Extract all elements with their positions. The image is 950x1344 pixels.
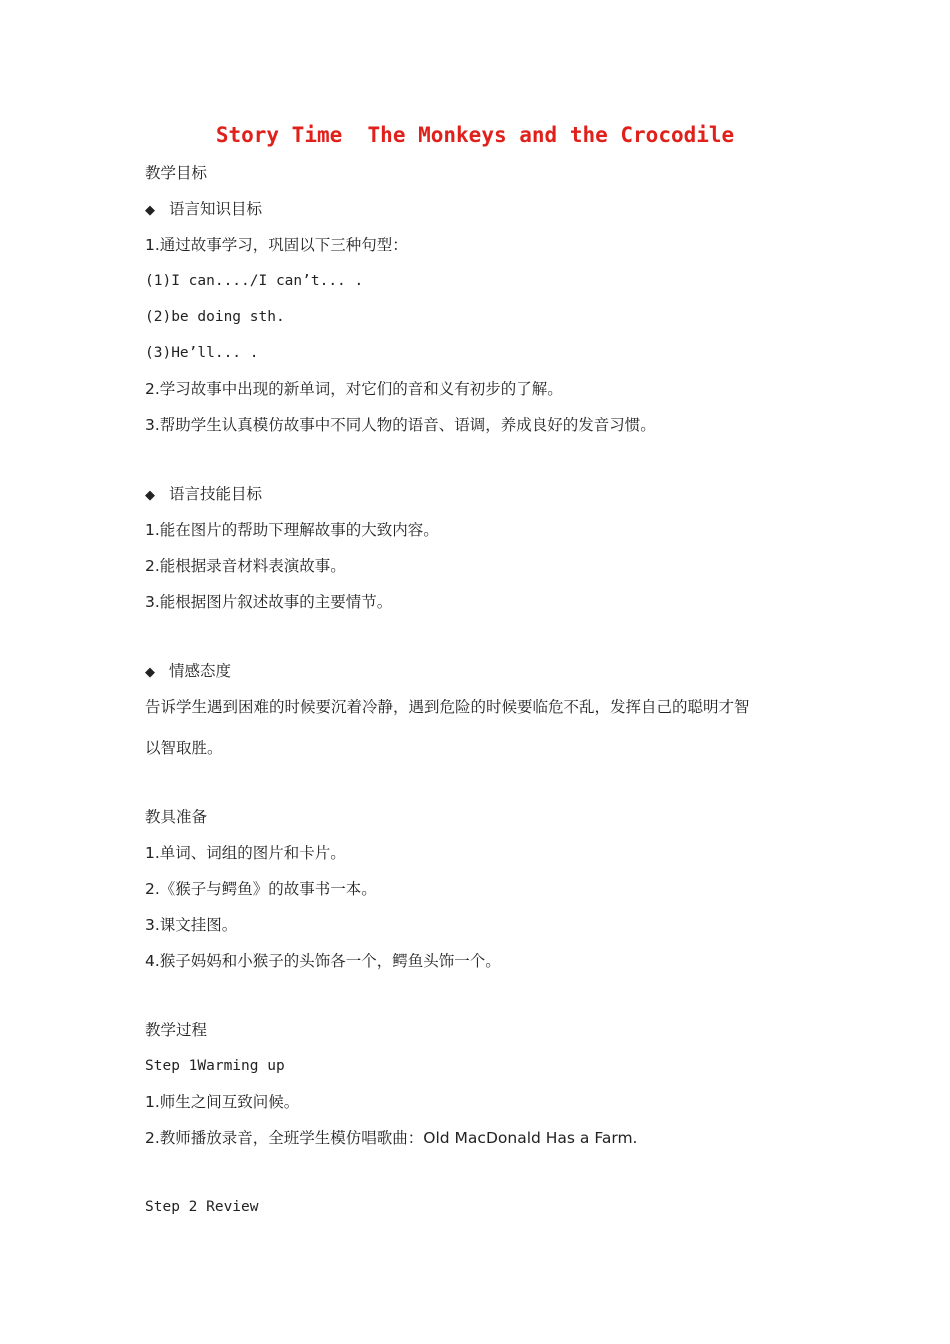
- line-text: 情感态度: [169, 662, 232, 680]
- text-line: [145, 807, 207, 827]
- line-text: 2.《猴子与鳄鱼》的故事书一本。: [145, 880, 377, 898]
- line-text: 1.能在图片的帮助下理解故事的大致内容。: [145, 521, 439, 539]
- section-heading: [145, 199, 262, 221]
- line-text: 教学过程: [145, 1021, 208, 1039]
- line-text: 语言技能目标: [169, 485, 263, 503]
- line-text: 以智取胜。: [145, 739, 223, 757]
- line-text: 3.能根据图片叙述故事的主要情节。: [145, 593, 393, 611]
- text-line: [145, 379, 563, 399]
- line-text: (3)He’ll... .: [145, 345, 259, 361]
- text-line: [145, 592, 392, 612]
- diamond-bullet-icon: ◆: [145, 203, 155, 218]
- line-text: (1)I can..../I can’t... .: [145, 273, 364, 289]
- line-text: 教具准备: [145, 808, 208, 826]
- text-line: [145, 235, 408, 255]
- line-text: Step 2 Review: [145, 1199, 259, 1215]
- section-heading: [145, 661, 231, 683]
- text-line: [145, 915, 237, 935]
- line-text: 2.教师播放录音，全班学生模仿唱歌曲：Old MacDonald Has a Farm.: [145, 1129, 638, 1147]
- text-line: [145, 415, 656, 435]
- line-text: 2.能根据录音材料表演故事。: [145, 557, 346, 575]
- text-line: [145, 271, 363, 291]
- line-text: 教学目标: [145, 164, 208, 182]
- line-text: (2)be doing sth.: [145, 309, 285, 325]
- line-text: 2.学习故事中出现的新单词，对它们的音和义有初步的了解。: [145, 380, 563, 398]
- text-line: [145, 163, 207, 183]
- diamond-bullet-icon: ◆: [145, 488, 155, 503]
- line-text: 告诉学生遇到困难的时候要沉着冷静，遇到危险的时候要临危不乱，发挥自己的聪明才智: [145, 698, 750, 716]
- text-line: [145, 879, 377, 899]
- text-line: [145, 843, 346, 863]
- text-line: [145, 1056, 285, 1076]
- line-text: 1.师生之间互致问候。: [145, 1093, 300, 1111]
- text-line: [145, 1197, 259, 1217]
- text-line: [145, 738, 223, 758]
- line-text: Step 1Warming up: [145, 1058, 285, 1074]
- line-text: 4.猴子妈妈和小猴子的头饰各一个，鳄鱼头饰一个。: [145, 952, 501, 970]
- section-heading: [145, 484, 262, 506]
- line-text: 3.课文挂图。: [145, 916, 238, 934]
- text-line: [145, 307, 285, 327]
- text-line: [145, 343, 259, 363]
- text-line: [145, 520, 439, 540]
- text-line: [145, 1020, 207, 1040]
- text-line: [145, 951, 501, 971]
- document-title: Story Time The Monkeys and the Crocodile: [215, 123, 735, 147]
- text-line: [145, 556, 346, 576]
- diamond-bullet-icon: ◆: [145, 665, 155, 680]
- line-text: 1.单词、词组的图片和卡片。: [145, 844, 346, 862]
- text-line: [145, 1092, 299, 1112]
- text-line: [145, 1128, 637, 1148]
- line-text: 1.通过故事学习，巩固以下三种句型：: [145, 236, 408, 254]
- text-line: [145, 697, 750, 717]
- line-text: 3.帮助学生认真模仿故事中不同人物的语音、语调，养成良好的发音习惯。: [145, 416, 656, 434]
- line-text: 语言知识目标: [169, 200, 263, 218]
